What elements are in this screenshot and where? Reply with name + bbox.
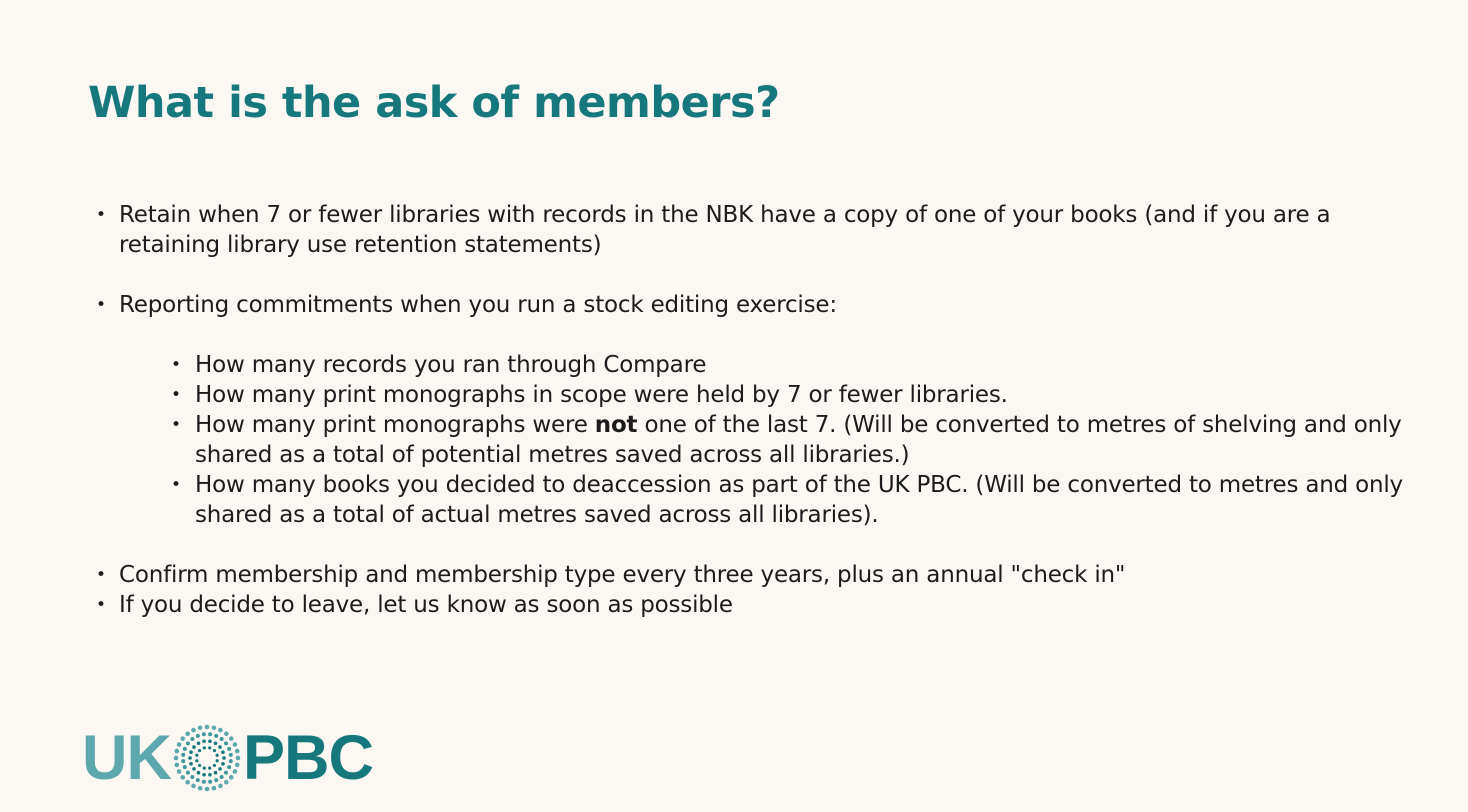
bullet-reporting-text: Reporting commitments when you run a stock editing exercise: [119,292,837,318]
sub-bullet-in-scope [171,380,1416,410]
bullet-retain-text: Retain when 7 or fewer libraries with records in the NBK have a copy of one of your books (and if you are a retaining library use retention statements) [119,202,1331,258]
sub-bullet-deaccession-text: How many books you decided to deaccession as part of the UK PBC. (Will be converted to metres and only shared as a total of actual metres saved across all libraries). [195,472,1403,528]
reporting-sub-list [171,350,1416,530]
bullet-reporting [96,290,1416,320]
logo-text-pbc: PBC [243,722,374,793]
slide-title: What is the ask of members? [88,78,780,128]
logo-text-uk: UK [82,722,171,793]
sub-bullet-compare [171,350,1416,380]
radial-dots-logo-icon [173,724,241,792]
sub-bullet-not-last-emphasis: not [594,412,638,438]
sub-bullet-not-last-text-after: one of the last 7. (Will be converted to metres of shelving and only shared as a total of potential metres saved across all libraries.) [195,412,1402,468]
bullet-confirm [96,560,1416,590]
bullet-leave [96,590,1416,620]
uk-pbc-logo [82,720,373,796]
sub-bullet-in-scope-text: How many print monographs in scope were held by 7 or fewer libraries. [195,382,1008,408]
sub-bullet-not-last-text-before: How many print monographs were [195,412,595,438]
sub-bullet-not-last [171,410,1416,470]
bullet-leave-text: If you decide to leave, let us know as soon as possible [119,592,733,618]
bullet-confirm-text: Confirm membership and membership type every three years, plus an annual "check in" [119,562,1126,588]
bullet-list [96,200,1416,620]
bullet-retain [96,200,1416,260]
sub-bullet-compare-text: How many records you ran through Compare [195,352,707,378]
sub-bullet-deaccession [171,470,1416,530]
